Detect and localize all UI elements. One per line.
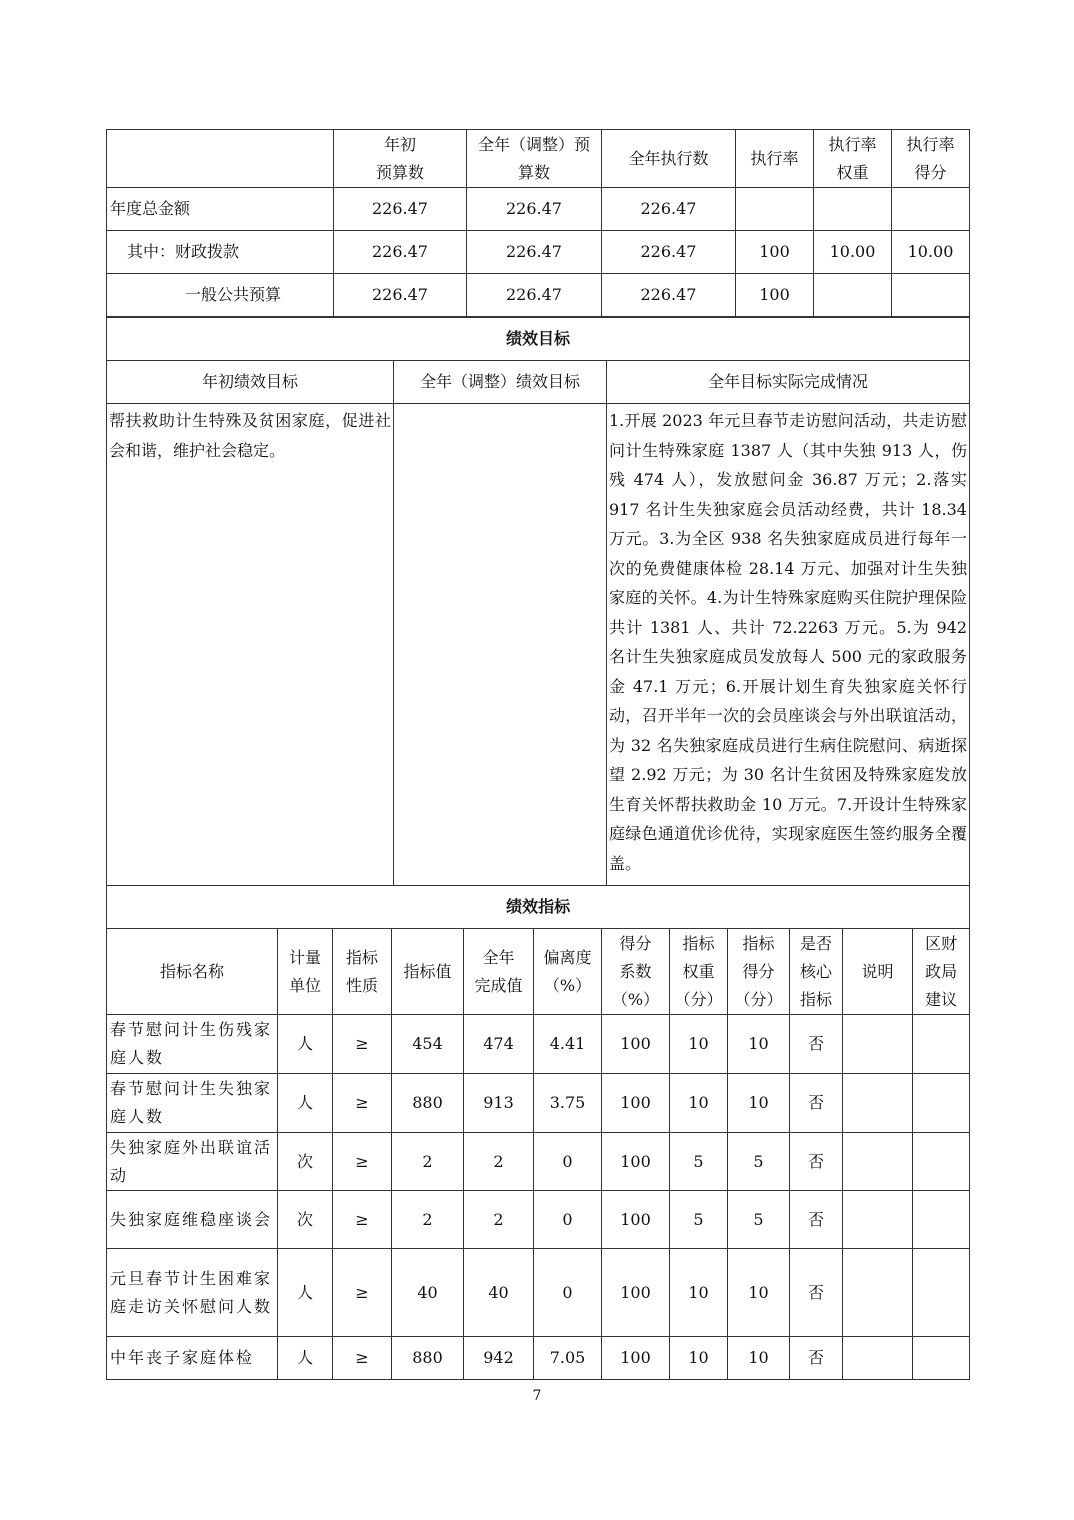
indicator-score: 5: [728, 1191, 790, 1249]
indicators-header-row: [107, 929, 970, 1015]
indicator-nature: ≥: [333, 1074, 392, 1133]
indicator-score: 10: [728, 1249, 790, 1337]
indicator-unit: 次: [278, 1191, 333, 1249]
budget-row: [107, 188, 970, 231]
indicator-core: 否: [790, 1191, 843, 1249]
header-note: 说明: [843, 929, 913, 1015]
goals-header-row: [107, 361, 970, 404]
budget-row: [107, 231, 970, 274]
budget-score: [892, 274, 970, 317]
indicator-advice: [913, 1191, 970, 1249]
indicator-actual: 474: [464, 1015, 534, 1074]
indicator-note: [843, 1133, 913, 1191]
header-actual-completion: 全年目标实际完成情况: [607, 361, 970, 404]
budget-adjusted: 226.47: [467, 231, 602, 274]
budget-adjusted: 226.47: [467, 274, 602, 317]
budget-executed: 226.47: [602, 188, 736, 231]
header-rate: 执行率: [736, 130, 814, 188]
indicator-weight: 10: [670, 1015, 728, 1074]
budget-row-label: 年度总金额: [107, 188, 334, 231]
indicator-score: 5: [728, 1133, 790, 1191]
indicator-nature: ≥: [333, 1133, 392, 1191]
budget-weight: [814, 188, 892, 231]
indicator-advice: [913, 1337, 970, 1380]
goals-table: [106, 317, 970, 886]
indicator-deviation: 3.75: [534, 1074, 602, 1133]
budget-row: [107, 274, 970, 317]
page-number: 7: [532, 1388, 542, 1404]
budget-adjusted: 226.47: [467, 188, 602, 231]
goals-content-row: [107, 404, 970, 886]
indicator-nature: ≥: [333, 1191, 392, 1249]
indicator-deviation: 0: [534, 1191, 602, 1249]
indicator-weight: 10: [670, 1074, 728, 1133]
indicator-coef: 100: [602, 1074, 670, 1133]
indicator-weight: 10: [670, 1249, 728, 1337]
indicator-target: 454: [392, 1015, 464, 1074]
budget-header-blank: [107, 130, 334, 188]
indicator-name: 春节慰问计生伤残家庭人数: [107, 1015, 278, 1074]
goals-section-title: 绩效目标: [107, 318, 970, 361]
indicator-score: 10: [728, 1074, 790, 1133]
indicator-name: 中年丧子家庭体检: [107, 1337, 278, 1380]
budget-executed: 226.47: [602, 231, 736, 274]
header-nature: 指标 性质: [333, 929, 392, 1015]
indicator-deviation: 4.41: [534, 1015, 602, 1074]
indicator-note: [843, 1015, 913, 1074]
indicator-name: 失独家庭外出联谊活动: [107, 1133, 278, 1191]
indicator-coef: 100: [602, 1133, 670, 1191]
header-indicator-name: 指标名称: [107, 929, 278, 1015]
indicator-core: 否: [790, 1015, 843, 1074]
indicator-row: [107, 1337, 970, 1380]
indicator-actual: 40: [464, 1249, 534, 1337]
indicator-deviation: 0: [534, 1249, 602, 1337]
indicator-target: 880: [392, 1337, 464, 1380]
indicators-section-title: 绩效指标: [107, 886, 970, 929]
indicator-deviation: 0: [534, 1133, 602, 1191]
indicator-target: 2: [392, 1133, 464, 1191]
budget-rate: 100: [736, 274, 814, 317]
indicator-note: [843, 1249, 913, 1337]
indicator-row: [107, 1074, 970, 1133]
header-adjusted-goal: 全年（调整）绩效目标: [394, 361, 607, 404]
budget-executed: 226.47: [602, 274, 736, 317]
indicator-weight: 5: [670, 1191, 728, 1249]
budget-header-row: [107, 130, 970, 188]
budget-initial: 226.47: [334, 188, 467, 231]
budget-row-label: 其中：财政拨款: [107, 231, 334, 274]
indicator-unit: 人: [278, 1249, 333, 1337]
indicator-unit: 人: [278, 1074, 333, 1133]
indicator-core: 否: [790, 1133, 843, 1191]
header-initial-goal: 年初绩效目标: [107, 361, 394, 404]
indicator-unit: 人: [278, 1015, 333, 1074]
indicator-coef: 100: [602, 1249, 670, 1337]
indicator-target: 880: [392, 1074, 464, 1133]
indicator-row: [107, 1015, 970, 1074]
indicator-actual: 942: [464, 1337, 534, 1380]
indicator-nature: ≥: [333, 1015, 392, 1074]
indicator-core: 否: [790, 1249, 843, 1337]
indicator-nature: ≥: [333, 1337, 392, 1380]
indicators-table: [106, 885, 970, 1380]
actual-completion-text: 1.开展 2023 年元旦春节走访慰问活动，共走访慰问计生特殊家庭 1387 人（其中失独 913 人，伤残 474 人），发放慰问金 36.87 万元；2.落实 917 名计生失独家庭会员活动经费，共计 18.34 万元。3.为全区 938 名失独家庭成员进行每年一次的免费健康体检 28.14 万元、加强对计生失独家庭的关怀。4.为计生特殊家庭购买住院护理保险共计 1381 人、共计 72.2263 万元。5.为 942 名计生失独家庭成员发放每人 500 元的家政服务金 47.1 万元；6.开展计划生育失独家庭关怀行动，召开半年一次的会员座谈会与外出联谊活动，为 32 名失独家庭成员进行生病住院慰问、病逝探望 2.92 万元；为 30 名计生贫困及特殊家庭发放生育关怀帮扶救助金 10 万元。7.开设计生特殊家庭绿色通道优诊优待，实现家庭医生签约服务全覆盖。: [607, 404, 970, 886]
indicator-name: 春节慰问计生失独家庭人数: [107, 1074, 278, 1133]
header-target: 指标值: [392, 929, 464, 1015]
indicator-unit: 人: [278, 1337, 333, 1380]
indicator-advice: [913, 1133, 970, 1191]
header-actual: 全年 完成值: [464, 929, 534, 1015]
indicator-deviation: 7.05: [534, 1337, 602, 1380]
header-advice: 区财 政局 建议: [913, 929, 970, 1015]
indicator-row: [107, 1191, 970, 1249]
header-executed: 全年执行数: [602, 130, 736, 188]
header-initial-budget: 年初 预算数: [334, 130, 467, 188]
indicator-coef: 100: [602, 1191, 670, 1249]
budget-initial: 226.47: [334, 231, 467, 274]
indicator-score: 10: [728, 1337, 790, 1380]
header-core: 是否 核心 指标: [790, 929, 843, 1015]
indicator-target: 2: [392, 1191, 464, 1249]
indicator-nature: ≥: [333, 1249, 392, 1337]
indicator-actual: 2: [464, 1133, 534, 1191]
indicator-target: 40: [392, 1249, 464, 1337]
header-score: 指标 得分 （分）: [728, 929, 790, 1015]
indicator-core: 否: [790, 1074, 843, 1133]
indicator-row: [107, 1133, 970, 1191]
indicator-name: 元旦春节计生困难家庭走访关怀慰问人数: [107, 1249, 278, 1337]
indicator-weight: 5: [670, 1133, 728, 1191]
initial-goal-text: 帮扶救助计生特殊及贫困家庭，促进社会和谐，维护社会稳定。: [107, 404, 394, 886]
adjusted-goal-text: [394, 404, 607, 886]
indicator-score: 10: [728, 1015, 790, 1074]
indicator-row: [107, 1249, 970, 1337]
indicator-advice: [913, 1249, 970, 1337]
header-rate-weight: 执行率 权重: [814, 130, 892, 188]
indicator-advice: [913, 1074, 970, 1133]
indicator-coef: 100: [602, 1337, 670, 1380]
budget-initial: 226.47: [334, 274, 467, 317]
budget-score: [892, 188, 970, 231]
budget-weight: 10.00: [814, 231, 892, 274]
header-weight: 指标 权重 （分）: [670, 929, 728, 1015]
indicator-unit: 次: [278, 1133, 333, 1191]
indicator-note: [843, 1337, 913, 1380]
header-coef: 得分 系数 （%）: [602, 929, 670, 1015]
budget-row-label: 一般公共预算: [107, 274, 334, 317]
budget-table: [106, 129, 970, 317]
indicator-actual: 913: [464, 1074, 534, 1133]
indicator-name: 失独家庭维稳座谈会: [107, 1191, 278, 1249]
indicator-note: [843, 1074, 913, 1133]
indicator-note: [843, 1191, 913, 1249]
indicator-coef: 100: [602, 1015, 670, 1074]
header-adjusted-budget: 全年（调整）预 算数: [467, 130, 602, 188]
budget-rate: [736, 188, 814, 231]
header-unit: 计量 单位: [278, 929, 333, 1015]
indicator-actual: 2: [464, 1191, 534, 1249]
budget-rate: 100: [736, 231, 814, 274]
indicator-core: 否: [790, 1337, 843, 1380]
budget-score: 10.00: [892, 231, 970, 274]
header-deviation: 偏离度 （%）: [534, 929, 602, 1015]
budget-weight: [814, 274, 892, 317]
indicator-advice: [913, 1015, 970, 1074]
indicator-weight: 10: [670, 1337, 728, 1380]
header-rate-score: 执行率 得分: [892, 130, 970, 188]
